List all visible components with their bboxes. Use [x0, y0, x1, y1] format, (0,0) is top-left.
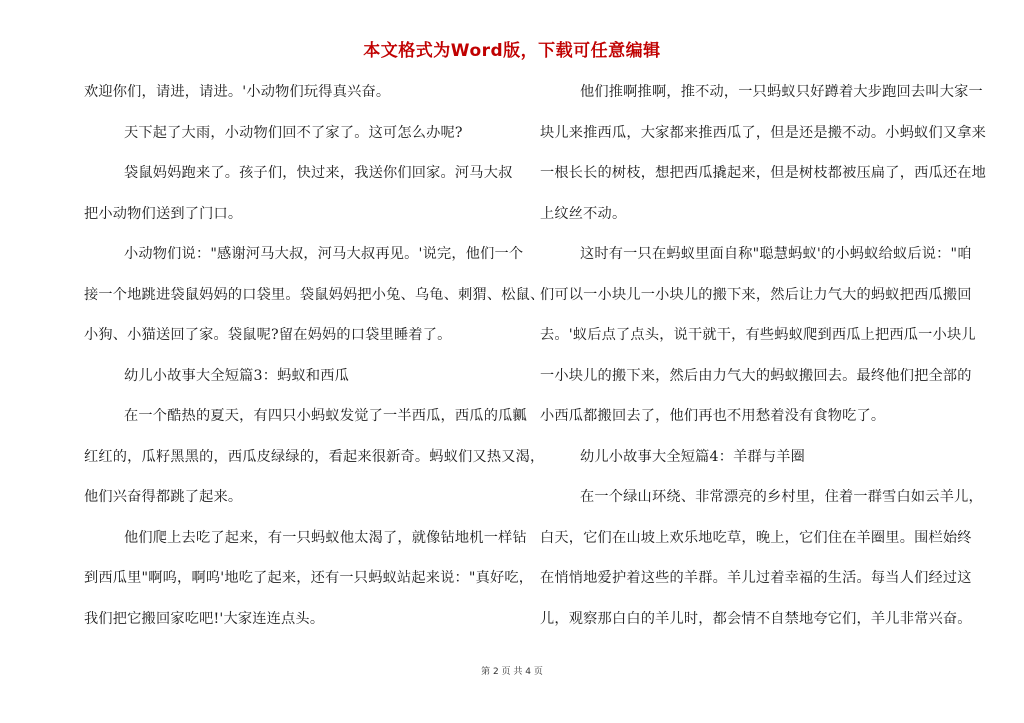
text-line: 去。'蚁后点了点头，说干就干，有些蚂蚁爬到西瓜上把西瓜一小块儿: [540, 327, 976, 343]
left-column: [84, 78, 545, 645]
text-line: 欢迎你们，请进，请进。'小动物们玩得真兴奋。: [84, 84, 391, 100]
text-line: 一根长长的树枝，想把西瓜撬起来，但是树枝都被压扁了，西瓜还在地: [540, 165, 987, 181]
text-line: 白天，它们在山坡上欢乐地吃草，晚上，它们住在羊圈里。围栏始终: [540, 529, 972, 546]
text-line: 上纹丝不动。: [540, 205, 627, 222]
text-line: 幼儿小故事大全短篇4：羊群与羊圈: [580, 448, 806, 465]
text-line: 这时有一只在蚂蚁里面自称"聪慧蚂蚁'的小蚂蚁给蚁后说："咱: [580, 246, 972, 262]
text-line: 红红的，瓜籽黑黑的，西瓜皮绿绿的，看起来很新奇。蚂蚁们又热又渴，: [84, 448, 545, 465]
text-line: 们可以一小块儿一小块儿的搬下来，然后让力气大的蚂蚁把西瓜搬回: [540, 286, 972, 303]
text-line: 小狗、小猫送回了家。袋鼠呢?留在妈妈的口袋里睡着了。: [84, 327, 452, 343]
text-line: 一小块儿的搬下来，然后由力气大的蚂蚁搬回去。最终他们把全部的: [540, 367, 972, 384]
text-line: 天下起了大雨，小动物们回不了家了。这可怎么办呢?: [124, 124, 463, 141]
text-line: 他们兴奋得都跳了起来。: [84, 489, 243, 505]
text-line: 接一个地跳进袋鼠妈妈的口袋里。袋鼠妈妈把小兔、乌龟、刺猬、松鼠、: [84, 286, 545, 303]
text-line: 小动物们说："感谢河马大叔，河马大叔再见。'说完，他们一个: [124, 246, 524, 262]
text-line: 幼儿小故事大全短篇3：蚂蚁和西瓜: [124, 367, 350, 384]
document-banner: 本文格式为Word版，下载可任意编辑: [363, 41, 661, 61]
text-line: 把小动物们送到了门口。: [84, 205, 243, 222]
text-line: 在一个酷热的夏天，有四只小蚂蚁发觉了一半西瓜，西瓜的瓜瓤: [124, 408, 527, 424]
text-line: 他们爬上去吃了起来，有一只蚂蚁他太渴了，就像钻地机一样钻: [124, 529, 527, 546]
text-line: 袋鼠妈妈跑来了。孩子们，快过来，我送你们回家。河马大叔: [124, 165, 513, 181]
text-line: 儿，观察那白白的羊儿时，都会情不自禁地夸它们，羊儿非常兴奋。: [540, 610, 972, 627]
text-line: 块儿来推西瓜，大家都来推西瓜了，但是还是搬不动。小蚂蚁们又拿来: [540, 124, 987, 141]
text-line: 小西瓜都搬回去了，他们再也不用愁着没有食物吃了。: [540, 408, 886, 424]
right-column: [540, 78, 987, 645]
text-line: 我们把它搬回家吃吧!'大家连连点头。: [84, 610, 325, 627]
text-line: 在悄悄地爱护着这些的羊群。羊儿过着幸福的生活。每当人们经过这: [540, 570, 972, 586]
page-footer: 第 2 页 共 4 页: [481, 667, 543, 677]
text-line: 他们推啊推啊，推不动，一只蚂蚁只好蹲着大步跑回去叫大家一: [580, 84, 983, 100]
text-line: 到西瓜里"啊呜，啊呜'地吃了起来，还有一只蚂蚁站起来说："真好吃，: [84, 570, 534, 586]
text-line: 在一个绿山环绕、非常漂亮的乡村里，住着一群雪白如云羊儿，: [580, 489, 983, 505]
